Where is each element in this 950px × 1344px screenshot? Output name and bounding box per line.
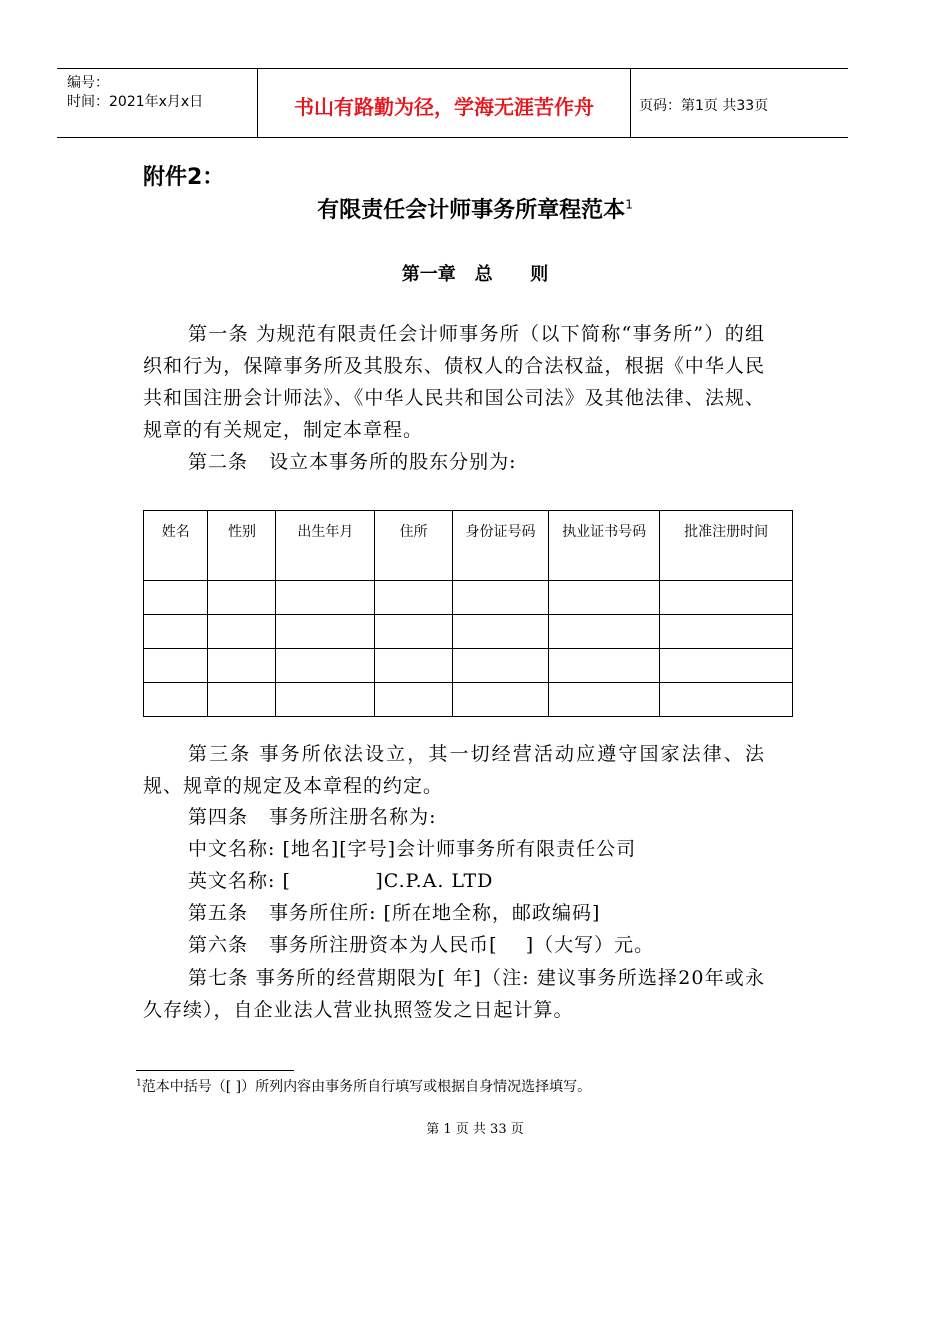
table-cell bbox=[375, 649, 453, 683]
table-row bbox=[144, 683, 793, 717]
table-cell bbox=[144, 649, 208, 683]
document-header bbox=[57, 68, 848, 138]
table-cell bbox=[208, 649, 276, 683]
table-cell bbox=[276, 581, 375, 615]
table-cell bbox=[276, 615, 375, 649]
footnote-mark: 1 bbox=[136, 1078, 142, 1089]
table-cell bbox=[549, 581, 660, 615]
title-footnote-mark: 1 bbox=[625, 197, 633, 212]
motto: 书山有路勤为径，学海无涯苦作舟 bbox=[294, 95, 594, 119]
article-7: 第七条 事务所的经营期限为[ 年]（注: 建议事务所选择20年或永久存续），自企业法人营业执照签发之日起计算。 bbox=[143, 967, 765, 1021]
page-label: 页码：第1页 共33页 bbox=[639, 98, 769, 114]
col-header-name: 姓名 bbox=[144, 511, 208, 581]
document-title bbox=[0, 193, 950, 224]
table-cell bbox=[208, 581, 276, 615]
article-4: 第四条 事务所注册名称为: bbox=[188, 806, 437, 828]
table-cell bbox=[208, 683, 276, 717]
header-motto-cell bbox=[258, 69, 631, 137]
chinese-name-line: 中文名称: [地名][字号]会计师事务所有限责任公司 bbox=[188, 838, 637, 860]
table-header-row bbox=[144, 511, 793, 581]
article-1: 第一条 为规范有限责任会计师事务所（以下简称“事务所”）的组织和行为，保障事务所及其股东、债权人的合法权益，根据《中华人民共和国注册会计师法》、《中华人民共和国公司法》及其他法律、法规、规章的有关规定，制定本章程。 bbox=[143, 323, 765, 441]
col-header-address: 住所 bbox=[375, 511, 453, 581]
table-cell bbox=[549, 615, 660, 649]
english-name-line: 英文名称: [ ]C.P.A. LTD bbox=[188, 870, 494, 892]
col-header-license-number: 执业证书号码 bbox=[549, 511, 660, 581]
annex-label: 附件2： bbox=[143, 165, 225, 190]
footnote-text: 范本中括号（[ ]）所列内容由事务所自行填写或根据自身情况选择填写。 bbox=[141, 1079, 592, 1095]
table-cell bbox=[144, 683, 208, 717]
table-cell bbox=[144, 615, 208, 649]
table-cell bbox=[375, 581, 453, 615]
article-3: 第三条 事务所依法设立，其一切经营活动应遵守国家法律、法规、规章的规定及本章程的约定。 bbox=[143, 743, 765, 797]
table-row bbox=[144, 581, 793, 615]
table-row bbox=[144, 649, 793, 683]
article-5: 第五条 事务所住所: [所在地全称，邮政编码] bbox=[188, 902, 601, 924]
table-cell bbox=[375, 683, 453, 717]
table-cell bbox=[452, 649, 548, 683]
table-cell bbox=[549, 649, 660, 683]
table-cell bbox=[660, 649, 793, 683]
header-meta-cell bbox=[57, 69, 258, 137]
article-6: 第六条 事务所注册资本为人民币[ ]（大写）元。 bbox=[188, 934, 655, 956]
table-cell bbox=[276, 683, 375, 717]
col-header-birth: 出生年月 bbox=[276, 511, 375, 581]
table-cell bbox=[660, 683, 793, 717]
col-header-id-number: 身份证号码 bbox=[452, 511, 548, 581]
footnote bbox=[136, 1076, 591, 1096]
table-row bbox=[144, 615, 793, 649]
table-cell bbox=[452, 615, 548, 649]
chapter-heading: 第一章 总 则 bbox=[401, 264, 549, 285]
table-cell bbox=[549, 683, 660, 717]
number-label: 编号： bbox=[67, 75, 109, 91]
article-2: 第二条 设立本事务所的股东分别为: bbox=[188, 451, 517, 473]
table-cell bbox=[452, 581, 548, 615]
header-page-cell bbox=[631, 69, 848, 137]
table-cell bbox=[375, 615, 453, 649]
table-cell bbox=[660, 615, 793, 649]
time-label: 时间：2021年x月x日 bbox=[67, 94, 204, 110]
table-cell bbox=[208, 615, 276, 649]
col-header-gender: 性别 bbox=[208, 511, 276, 581]
col-header-approval-time: 批准注册时间 bbox=[660, 511, 793, 581]
footnote-separator bbox=[136, 1070, 294, 1071]
title-text: 有限责任会计师事务所章程范本 bbox=[317, 198, 626, 223]
table-cell bbox=[660, 581, 793, 615]
table-cell bbox=[276, 649, 375, 683]
shareholder-table bbox=[143, 510, 793, 717]
page-footer: 第 1 页 共 33 页 bbox=[426, 1122, 524, 1137]
table-cell bbox=[452, 683, 548, 717]
table-cell bbox=[144, 581, 208, 615]
